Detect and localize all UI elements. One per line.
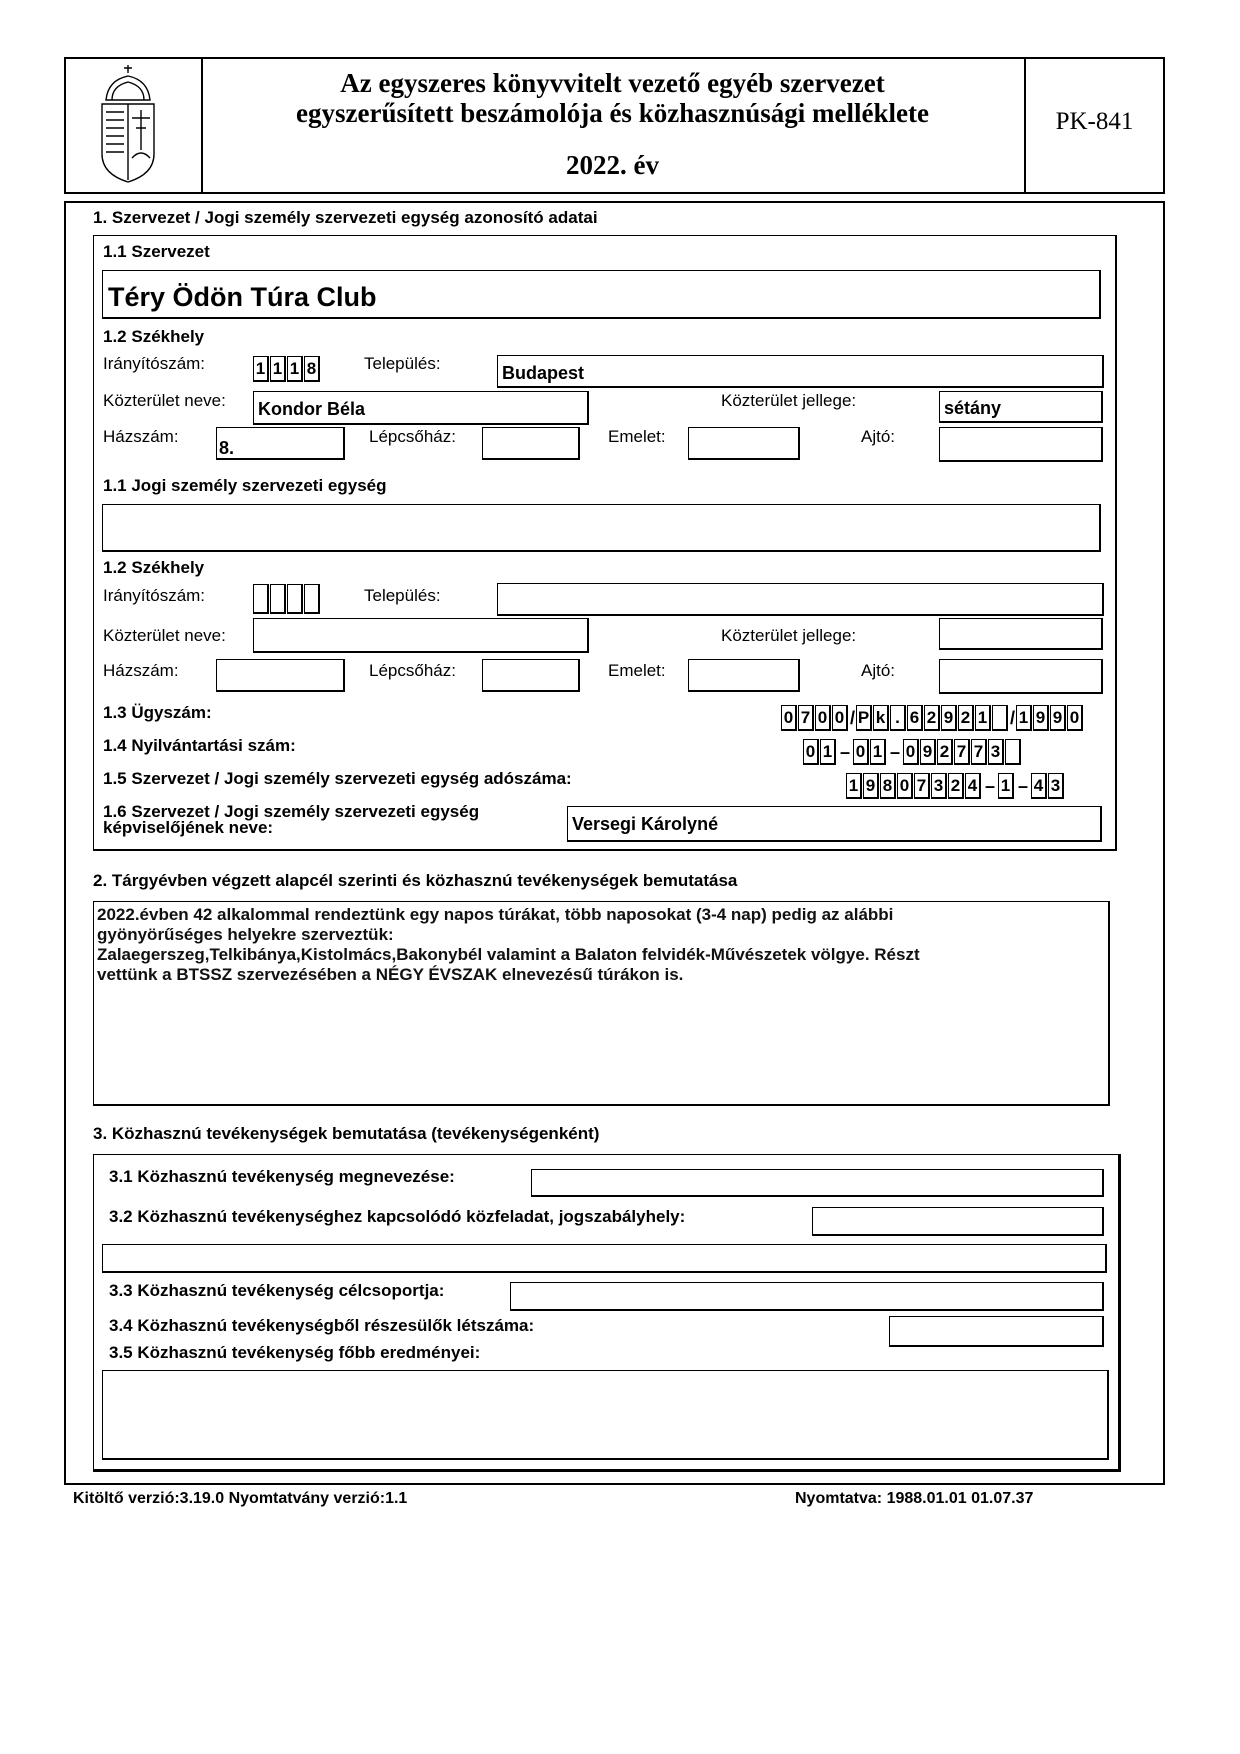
activity-name-label: 3.1 Közhasznú tevékenység megnevezése: (109, 1167, 455, 1186)
tax-no-dash: – (985, 775, 996, 796)
section2-heading: 2. Tárgyévben végzett alapcél szerinti és közhasznú tevékenységek bemutatása (93, 871, 738, 890)
case-no-separator: / (1010, 707, 1016, 728)
section2-text-field[interactable] (93, 901, 1110, 1106)
case-no-char: . (890, 705, 906, 731)
case-no-char: 9 (1050, 705, 1066, 731)
reg-no-char: 7 (954, 739, 970, 765)
case-no-label: 1.3 Ügyszám: (103, 703, 212, 722)
case-no-char: 0 (781, 705, 797, 731)
coat-of-arms-icon (92, 62, 164, 188)
activity-name-field[interactable] (531, 1169, 1104, 1197)
reg-no-char: 1 (820, 739, 836, 765)
house2-label: Házszám: (103, 661, 179, 680)
section2-text-line2: gyönyörűséges helyekre szerveztük: (97, 925, 394, 944)
reg-no-char: 7 (971, 739, 987, 765)
form-title-line1: Az egyszeres könyvvitelt vezető egyéb szervezet (340, 68, 885, 98)
reg-no-field[interactable] (803, 739, 1022, 765)
stair2-label: Lépcsőház: (369, 661, 456, 680)
postcode2-digit (253, 584, 269, 614)
case-no-char: 1 (975, 705, 991, 731)
activity-target-field[interactable] (510, 1282, 1104, 1311)
org-name-field[interactable] (102, 270, 1101, 319)
legal-unit-field[interactable] (102, 504, 1101, 552)
postcode2-label: Irányítószám: (103, 586, 206, 605)
postcode-digit: 1 (287, 356, 303, 382)
tax-no-label: 1.5 Szervezet / Jogi személy szervezeti egység adószáma: (103, 769, 572, 788)
case-no-field[interactable] (781, 705, 1084, 731)
house2-field[interactable] (216, 659, 345, 692)
stair-field[interactable] (482, 427, 580, 460)
street-label: Közterület neve: (103, 391, 226, 410)
postcode-field[interactable] (253, 356, 321, 382)
street-type-label: Közterület jellege: (721, 391, 857, 410)
street-type-field[interactable] (939, 391, 1103, 423)
reg-no-char: 3 (988, 739, 1004, 765)
activity-target-label: 3.3 Közhasznú tevékenység célcsoportja: (109, 1281, 445, 1300)
city2-label: Település: (364, 586, 441, 605)
tax-no-field[interactable] (846, 773, 1065, 799)
form-code: PK-841 (1055, 108, 1134, 135)
form-title (205, 68, 1020, 128)
house-label: Házszám: (103, 427, 179, 446)
house-field[interactable] (216, 427, 345, 460)
postcode2-digit (304, 584, 320, 614)
rep-label (103, 804, 479, 836)
door2-label: Ajtó: (861, 661, 896, 680)
house-value: 8. (219, 438, 235, 458)
reg-no-char: 1 (870, 739, 886, 765)
activity-count-label: 3.4 Közhasznú tevékenységből részesülők létszáma: (109, 1316, 535, 1335)
postcode2-digit (287, 584, 303, 614)
activity-count-field[interactable] (889, 1316, 1104, 1347)
tax-no-char: 3 (931, 773, 947, 799)
case-no-char: 2 (924, 705, 940, 731)
case-no-char (992, 705, 1008, 731)
section2-text-line1: 2022.évben 42 alkalommal rendeztünk egy napos túrákat, több naposokat (3-4 nap) pedig az alábbi (97, 905, 894, 924)
postcode2-digit (270, 584, 286, 614)
case-no-char: 6 (907, 705, 923, 731)
form-year: 2022. év (566, 150, 659, 180)
street-type2-field[interactable] (939, 618, 1103, 650)
case-no-separator: / (850, 707, 856, 728)
footer-version: Kitöltő verzió:3.19.0 Nyomtatvány verzió:1.1 (73, 1490, 408, 1507)
reg-no-char: 2 (937, 739, 953, 765)
activity-results-field[interactable] (102, 1370, 1109, 1460)
activity-results-label: 3.5 Közhasznú tevékenység főbb eredményei: (109, 1343, 481, 1362)
org-label: 1.1 Szervezet (103, 242, 210, 261)
stair-label: Lépcsőház: (369, 427, 456, 446)
door-field[interactable] (939, 427, 1103, 462)
footer-printed: Nyomtatva: 1988.01.01 01.07.37 (795, 1490, 1034, 1507)
tax-no-char: 3 (1048, 773, 1064, 799)
stair2-field[interactable] (482, 659, 580, 692)
tax-no-char: 1 (846, 773, 862, 799)
rep-name-value: Versegi Károlyné (572, 814, 719, 834)
city-field[interactable] (497, 355, 1104, 388)
reg-no-dash: – (890, 741, 901, 762)
postcode-digit: 1 (270, 356, 286, 382)
reg-no-label: 1.4 Nyilvántartási szám: (103, 736, 296, 755)
reg-no-char (1005, 739, 1021, 765)
case-no-char: k (873, 705, 889, 731)
rep-label-line2: képviselőjének neve: (103, 818, 274, 837)
city2-field[interactable] (497, 583, 1104, 616)
floor-label: Emelet: (608, 427, 666, 446)
reg-no-char: 0 (853, 739, 869, 765)
door-label: Ajtó: (861, 427, 896, 446)
tax-no-char: 4 (965, 773, 981, 799)
door2-field[interactable] (939, 659, 1103, 694)
case-no-char: 7 (798, 705, 814, 731)
section1-heading: 1. Szervezet / Jogi személy szervezeti egység azonosító adatai (93, 208, 598, 227)
activity-task-extra-field[interactable] (102, 1244, 1107, 1273)
seat2-label: 1.2 Székhely (103, 558, 205, 577)
activity-task-field[interactable] (812, 1207, 1104, 1236)
tax-no-char: 1 (998, 773, 1014, 799)
case-no-char: 9 (1033, 705, 1049, 731)
floor-field[interactable] (688, 427, 800, 460)
section2-text-line3: Zalaegerszeg,Telkibánya,Kistolmács,Bakonybél valamint a Balaton felvidék-Művészetek völgye. Részt (97, 945, 920, 964)
case-no-char: 2 (958, 705, 974, 731)
case-no-char: 1 (1016, 705, 1032, 731)
tax-no-char: 0 (897, 773, 913, 799)
case-no-char: 9 (941, 705, 957, 731)
floor2-field[interactable] (688, 659, 800, 692)
postcode-digit: 1 (253, 356, 269, 382)
reg-no-char: 0 (903, 739, 919, 765)
form-title-line2: egyszerűsített beszámolója és közhasznúsági melléklete (296, 98, 929, 128)
reg-no-dash: – (840, 741, 851, 762)
street-type2-label: Közterület jellege: (721, 626, 857, 645)
postcode-label: Irányítószám: (103, 354, 206, 373)
city-value: Budapest (502, 363, 585, 383)
org-name-value: Téry Ödön Túra Club (108, 282, 377, 312)
street-field[interactable] (253, 391, 589, 425)
header-divider-left (201, 57, 203, 194)
tax-no-char: 2 (948, 773, 964, 799)
city-label: Település: (364, 354, 441, 373)
floor2-label: Emelet: (608, 661, 666, 680)
street2-field[interactable] (253, 618, 589, 653)
street-type-value: sétány (944, 398, 1002, 418)
tax-no-char: 8 (880, 773, 896, 799)
case-no-char: 0 (832, 705, 848, 731)
tax-no-char: 9 (863, 773, 879, 799)
rep-name-field[interactable] (567, 806, 1102, 842)
legal-unit-label: 1.1 Jogi személy szervezeti egység (103, 476, 387, 495)
tax-no-char: 4 (1031, 773, 1047, 799)
reg-no-char: 9 (920, 739, 936, 765)
street-value: Kondor Béla (258, 399, 366, 419)
tax-no-dash: – (1018, 775, 1029, 796)
reg-no-char: 0 (803, 739, 819, 765)
seat-label: 1.2 Székhely (103, 327, 205, 346)
case-no-char: P (856, 705, 872, 731)
tax-no-char: 7 (914, 773, 930, 799)
case-no-char: 0 (1067, 705, 1083, 731)
postcode-digit: 8 (304, 356, 320, 382)
rep-label-line1: 1.6 Szervezet / Jogi személy szervezeti egység (103, 802, 480, 821)
postcode2-field[interactable] (253, 584, 321, 614)
section2-text-line4: vettünk a BTSSZ szervezésében a NÉGY ÉVSZAK elnevezésű túrákon is. (97, 965, 684, 984)
street2-label: Közterület neve: (103, 626, 226, 645)
case-no-char: 0 (815, 705, 831, 731)
section3-heading: 3. Közhasznú tevékenységek bemutatása (tevékenységenként) (93, 1124, 600, 1143)
activity-task-label: 3.2 Közhasznú tevékenységhez kapcsolódó közfeladat, jogszabályhely: (109, 1207, 686, 1226)
